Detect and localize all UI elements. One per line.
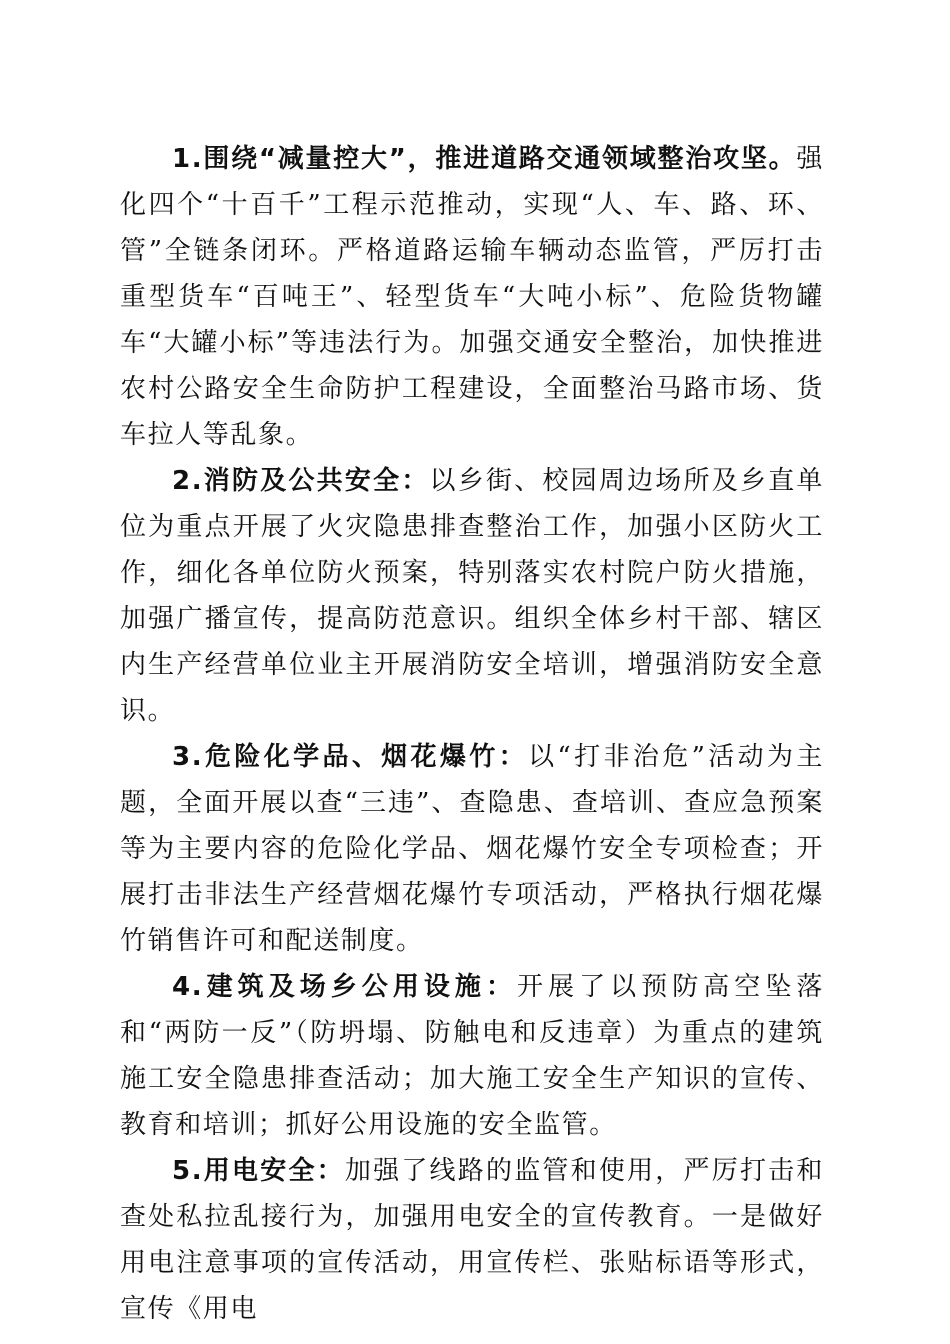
heading-hazardous-chemicals: 3.危险化学品、烟花爆竹： (172, 742, 529, 772)
heading-construction: 4.建筑及场乡公用设施： (172, 972, 518, 1002)
heading-road-traffic: 1.围绕“减量控大”，推进道路交通领域整治攻坚。 (172, 144, 797, 174)
document-page (120, 136, 824, 1332)
heading-electrical-safety: 5.用电安全： (172, 1156, 345, 1186)
paragraph-electrical-safety (120, 1148, 824, 1332)
paragraph-road-traffic (120, 136, 824, 458)
body-electrical-safety: 加强了线路的监管和使用，严厉打击和查处私拉乱接行为，加强用电安全的宣传教育。一是做好用电注意事项的宣传活动，用宣传栏、张贴标语等形式，宣传《用电 (120, 1156, 825, 1324)
body-road-traffic: 强化四个“十百千”工程示范推动，实现“人、车、路、环、管”全链条闭环。严格道路运输车辆动态监管，严厉打击重型货车“百吨王”、轻型货车“大吨小标”、危险货物罐车“大罐小标”等违法行为。加强交通安全整治，加快推进农村公路安全生命防护工程建设，全面整治马路市场、货车拉人等乱象。 (120, 144, 824, 450)
paragraph-construction (120, 964, 824, 1148)
heading-fire-safety: 2.消防及公共安全： (172, 466, 430, 496)
body-construction: 开展了以预防高空坠落和“两防一反”（防坍塌、防触电和反违章）为重点的建筑施工安全隐患排查活动；加大施工安全生产知识的宣传、教育和培训；抓好公用设施的安全监管。 (120, 972, 824, 1140)
paragraph-fire-safety (120, 458, 824, 734)
body-hazardous-chemicals: 以“打非治危”活动为主题，全面开展以查“三违”、查隐患、查培训、查应急预案等为主要内容的危险化学品、烟花爆竹安全专项检查；开展打击非法生产经营烟花爆竹专项活动，严格执行烟花爆竹销售许可和配送制度。 (120, 742, 824, 956)
paragraph-hazardous-chemicals (120, 734, 824, 964)
body-fire-safety: 以乡街、校园周边场所及乡直单位为重点开展了火灾隐患排查整治工作，加强小区防火工作，细化各单位防火预案，特别落实农村院户防火措施，加强广播宣传，提高防范意识。组织全体乡村干部、辖区内生产经营单位业主开展消防安全培训，增强消防安全意识。 (120, 466, 824, 726)
